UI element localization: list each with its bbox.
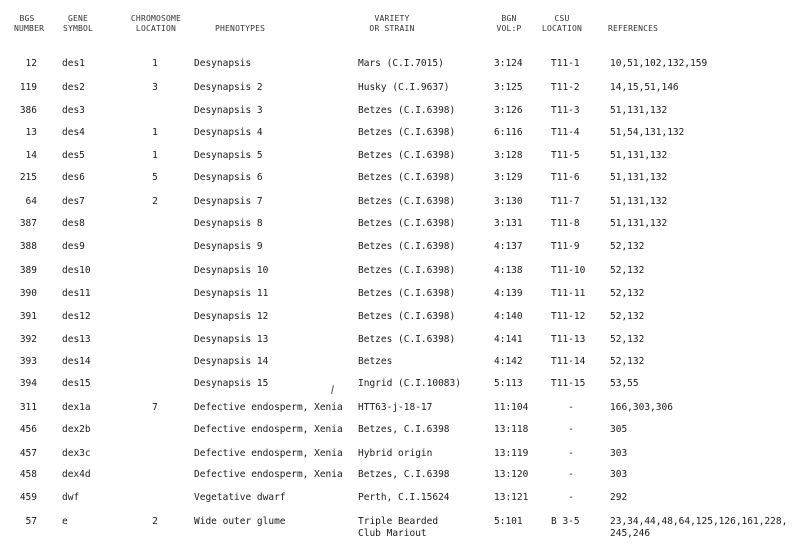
header-bgs-line2: NUMBER: [14, 24, 45, 33]
table-row: [0, 218, 801, 232]
references-line: 52,132: [610, 311, 645, 322]
bgs-number-cell: 215: [19, 172, 37, 183]
bgn-volp-cell: 13:119: [494, 448, 529, 459]
references-line: 305: [610, 424, 628, 435]
references-cell: [610, 492, 627, 504]
variety-line: Betzes (C.I.6398): [358, 265, 456, 276]
phenotype-cell: Desynapsis 9: [194, 241, 263, 252]
gene-symbol-cell: des2: [62, 82, 85, 93]
bgn-volp-cell: 13:121: [494, 492, 529, 503]
gene-symbol-cell: e: [62, 516, 68, 527]
references-line: 303: [610, 448, 628, 459]
gene-symbol-cell: dex1a: [62, 402, 91, 413]
references-line: 23,34,44,48,64,125,126,161,228,: [610, 516, 788, 527]
gene-symbol-cell: des8: [62, 218, 85, 229]
bgs-number-cell: 57: [25, 516, 37, 527]
references-cell: [610, 516, 787, 540]
phenotype-cell: Defective endosperm, Xenia: [194, 448, 343, 459]
references-cell: [610, 150, 667, 162]
header-bgn-line1: BGN: [501, 14, 517, 23]
variety-cell: [358, 378, 461, 390]
header-csu-line1: CSU: [554, 14, 570, 23]
gene-symbol-cell: des10: [62, 265, 91, 276]
gene-symbol-cell: dex3c: [62, 448, 91, 459]
phenotype-cell: Desynapsis: [194, 58, 252, 69]
variety-line: Betzes (C.I.6398): [358, 150, 456, 161]
bgn-volp-cell: 3:130: [494, 196, 523, 207]
phenotype-cell: Wide outer glume: [194, 516, 286, 527]
phenotype-cell: Desynapsis 6: [194, 172, 263, 183]
header-references-line1: REFERENCES: [608, 24, 659, 33]
chromosome-location-cell: 2: [152, 516, 158, 527]
csu-location-cell: T11-15: [551, 378, 586, 389]
phenotype-cell: Desynapsis 13: [194, 334, 269, 345]
bgn-volp-cell: 4:137: [494, 241, 523, 252]
references-cell: [610, 218, 667, 230]
variety-line: HTT63-j-18-17: [358, 402, 433, 413]
table-row: [0, 82, 801, 96]
variety-cell: [358, 516, 438, 540]
bgn-volp-cell: 11:104: [494, 402, 529, 413]
variety-cell: [358, 241, 455, 253]
references-cell: [610, 311, 644, 323]
references-cell: [610, 58, 707, 70]
bgs-number-cell: 119: [19, 82, 37, 93]
bgn-volp-cell: 3:126: [494, 105, 523, 116]
gene-symbol-cell: des4: [62, 127, 85, 138]
references-line: 10,51,102,132,159: [610, 58, 708, 69]
phenotype-cell: Desynapsis 12: [194, 311, 269, 322]
variety-cell: [358, 334, 455, 346]
variety-cell: [358, 288, 455, 300]
bgs-number-cell: 389: [19, 265, 37, 276]
phenotype-cell: Desynapsis 10: [194, 265, 269, 276]
references-cell: [610, 356, 644, 368]
header-csu-location: [540, 14, 584, 34]
bgn-volp-cell: 4:139: [494, 288, 523, 299]
bgs-number-cell: 392: [19, 334, 37, 345]
phenotype-cell: Defective endosperm, Xenia: [194, 424, 343, 435]
phenotype-cell: Desynapsis 7: [194, 196, 263, 207]
bgs-number-cell: 12: [25, 58, 37, 69]
bgn-volp-cell: 3:124: [494, 58, 523, 69]
references-line: 52,132: [610, 334, 645, 345]
gene-symbol-cell: des14: [62, 356, 91, 367]
variety-cell: [358, 172, 455, 184]
bgn-volp-cell: 5:101: [494, 516, 523, 527]
gene-symbol-cell: des13: [62, 334, 91, 345]
variety-line: Triple Bearded: [358, 516, 439, 527]
csu-location-cell: T11-3: [551, 105, 580, 116]
header-variety-line1: VARIETY: [374, 14, 410, 23]
csu-location-cell: T11-8: [551, 218, 580, 229]
bgs-number-cell: 388: [19, 241, 37, 252]
bgs-number-cell: 386: [19, 105, 37, 116]
header-variety-or-strain: [362, 14, 422, 34]
bgn-volp-cell: 3:131: [494, 218, 523, 229]
phenotype-cell: Defective endosperm, Xenia: [194, 402, 343, 413]
references-cell: [610, 241, 644, 253]
references-cell: [610, 196, 667, 208]
references-line: 51,131,132: [610, 218, 668, 229]
variety-line: Betzes (C.I.6398): [358, 196, 456, 207]
bgn-volp-cell: 4:141: [494, 334, 523, 345]
bgn-volp-cell: 4:142: [494, 356, 523, 367]
bgs-number-cell: 64: [25, 196, 37, 207]
references-cell: [610, 402, 673, 414]
table-row: [0, 311, 801, 325]
bgn-volp-cell: 13:120: [494, 469, 529, 480]
gene-symbol-cell: des1: [62, 58, 85, 69]
bgs-number-cell: 387: [19, 218, 37, 229]
chromosome-location-cell: 3: [152, 82, 158, 93]
bgs-number-cell: 458: [19, 469, 37, 480]
variety-cell: [358, 127, 455, 139]
csu-location-cell: T11-14: [551, 356, 586, 367]
csu-location-cell: T11-5: [551, 150, 580, 161]
variety-line: Ingrid (C.I.10083): [358, 378, 461, 389]
references-cell: [610, 378, 639, 390]
chromosome-location-cell: 1: [152, 58, 158, 69]
bgn-volp-cell: 3:125: [494, 82, 523, 93]
bgs-number-cell: 13: [25, 127, 37, 138]
bgs-number-cell: 457: [19, 448, 37, 459]
header-chromosome-line1: CHROMOSOME: [130, 14, 182, 23]
header-phenotypes: [215, 24, 265, 34]
bgs-number-cell: 459: [19, 492, 37, 503]
csu-location-cell: T11-7: [551, 196, 580, 207]
variety-line: Husky (C.I.9637): [358, 82, 450, 93]
table-row: [0, 334, 801, 348]
references-cell: [610, 265, 644, 277]
bgn-volp-cell: 4:138: [494, 265, 523, 276]
references-cell: [610, 448, 627, 460]
references-cell: [610, 105, 667, 117]
header-bgn-volp: [493, 14, 525, 34]
variety-cell: [358, 402, 432, 414]
references-cell: [610, 469, 627, 481]
gene-symbol-cell: des5: [62, 150, 85, 161]
csu-location-cell: T11-1: [551, 58, 580, 69]
variety-cell: [358, 448, 432, 460]
phenotype-cell: Vegetative dwarf: [194, 492, 286, 503]
header-chromosome-location: [126, 14, 186, 34]
chromosome-location-cell: 1: [152, 150, 158, 161]
gene-symbol-cell: dwf: [62, 492, 80, 503]
header-gene-line2: SYMBOL: [62, 24, 94, 33]
references-line: 51,131,132: [610, 150, 668, 161]
variety-cell: [358, 311, 455, 323]
phenotype-cell: Desynapsis 8: [194, 218, 263, 229]
header-phenotypes-line1: PHENOTYPES: [215, 24, 266, 33]
table-row: [0, 469, 801, 483]
bgs-number-cell: 393: [19, 356, 37, 367]
table-row: [0, 105, 801, 119]
references-cell: [610, 127, 684, 139]
csu-location-cell: B 3-5: [551, 516, 580, 527]
table-row: [0, 356, 801, 370]
variety-cell: [358, 82, 450, 94]
chromosome-location-cell: 7: [152, 402, 158, 413]
references-line: 292: [610, 492, 628, 503]
bgn-volp-cell: 13:118: [494, 424, 529, 435]
table-row: [0, 127, 801, 141]
references-cell: [610, 172, 667, 184]
header-bgn-line2: VOL:P: [496, 24, 522, 33]
variety-cell: [358, 58, 444, 70]
csu-location-cell: T11-4: [551, 127, 580, 138]
variety-cell: [358, 424, 450, 436]
phenotype-cell: Desynapsis 11: [194, 288, 269, 299]
header-bgs-number: [14, 14, 45, 34]
header-gene-line1: GENE: [67, 14, 89, 23]
gene-symbol-cell: des9: [62, 241, 85, 252]
csu-location-cell: T11-9: [551, 241, 580, 252]
bgn-volp-cell: 3:128: [494, 150, 523, 161]
header-gene-symbol: [58, 14, 98, 34]
variety-line: Club Mariout: [358, 528, 427, 539]
references-line: 52,132: [610, 356, 645, 367]
csu-location-cell: -: [568, 424, 574, 435]
references-line: 51,131,132: [610, 105, 668, 116]
table-row: [0, 448, 801, 462]
csu-location-cell: T11-10: [551, 265, 586, 276]
references-line: 166,303,306: [610, 402, 673, 413]
gene-symbol-cell: dex2b: [62, 424, 91, 435]
phenotype-cell: Desynapsis 15: [194, 378, 269, 389]
references-line: 52,132: [610, 265, 645, 276]
csu-location-cell: -: [568, 448, 574, 459]
phenotype-cell: Desynapsis 3: [194, 105, 263, 116]
references-line: 51,131,132: [610, 196, 668, 207]
gene-symbol-cell: des11: [62, 288, 91, 299]
references-line: 14,15,51,146: [610, 82, 679, 93]
variety-line: Betzes (C.I.6398): [358, 288, 456, 299]
references-cell: [610, 288, 644, 300]
references-line: 52,132: [610, 241, 645, 252]
table-row: [0, 172, 801, 186]
csu-location-cell: T11-13: [551, 334, 586, 345]
variety-line: Betzes, C.I.6398: [358, 469, 450, 480]
chromosome-location-cell: 5: [152, 172, 158, 183]
gene-symbol-cell: des3: [62, 105, 85, 116]
bgn-volp-cell: 4:140: [494, 311, 523, 322]
variety-line: Betzes (C.I.6398): [358, 172, 456, 183]
variety-line: Betzes (C.I.6398): [358, 127, 456, 138]
references-cell: [610, 424, 627, 436]
variety-line: Betzes (C.I.6398): [358, 334, 456, 345]
gene-symbol-cell: des7: [62, 196, 85, 207]
variety-cell: [358, 218, 455, 230]
csu-location-cell: T11-12: [551, 311, 586, 322]
references-line: 51,131,132: [610, 172, 668, 183]
bgs-number-cell: 456: [19, 424, 37, 435]
table-row: [0, 516, 801, 539]
bgn-volp-cell: 5:113: [494, 378, 523, 389]
gene-symbol-cell: des12: [62, 311, 91, 322]
variety-cell: [358, 469, 450, 481]
csu-location-cell: T11-11: [551, 288, 586, 299]
header-bgs-line1: BGS: [19, 14, 35, 23]
table-row: [0, 492, 801, 506]
phenotype-cell: Desynapsis 4: [194, 127, 263, 138]
variety-line: Betzes, C.I.6398: [358, 424, 450, 435]
csu-location-cell: T11-2: [551, 82, 580, 93]
gene-symbol-cell: dex4d: [62, 469, 91, 480]
variety-cell: [358, 265, 455, 277]
variety-line: Mars (C.I.7015): [358, 58, 444, 69]
header-references: [608, 24, 658, 34]
bgs-number-cell: 311: [19, 402, 37, 413]
bgs-number-cell: 390: [19, 288, 37, 299]
gene-symbol-cell: des6: [62, 172, 85, 183]
gene-symbol-cell: des15: [62, 378, 91, 389]
variety-line: Hybrid origin: [358, 448, 433, 459]
csu-location-cell: -: [568, 402, 574, 413]
variety-line: Perth, C.I.15624: [358, 492, 450, 503]
variety-cell: [358, 492, 450, 504]
references-line: 303: [610, 469, 628, 480]
table-row: [0, 378, 801, 392]
table-row: [0, 424, 801, 438]
chromosome-location-cell: 1: [152, 127, 158, 138]
table-row: [0, 288, 801, 302]
variety-line: Betzes: [358, 356, 393, 367]
table-row: [0, 58, 801, 72]
phenotype-cell: Desynapsis 2: [194, 82, 263, 93]
references-cell: [610, 82, 679, 94]
references-line: 51,54,131,132: [610, 127, 685, 138]
header-chromosome-line2: LOCATION: [135, 24, 177, 33]
references-line: 52,132: [610, 288, 645, 299]
bgs-number-cell: 14: [25, 150, 37, 161]
bgn-volp-cell: 3:129: [494, 172, 523, 183]
csu-location-cell: T11-6: [551, 172, 580, 183]
variety-cell: [358, 105, 455, 117]
header-variety-line2: OR STRAIN: [369, 24, 415, 33]
variety-line: Betzes (C.I.6398): [358, 311, 456, 322]
variety-line: Betzes (C.I.6398): [358, 105, 456, 116]
table-row: [0, 196, 801, 210]
references-line: 53,55: [610, 378, 639, 389]
variety-cell: [358, 150, 455, 162]
bgs-number-cell: 394: [19, 378, 37, 389]
table-row: [0, 402, 801, 416]
chromosome-location-cell: 2: [152, 196, 158, 207]
phenotype-cell: Desynapsis 5: [194, 150, 263, 161]
variety-line: Betzes (C.I.6398): [358, 241, 456, 252]
csu-location-cell: -: [568, 492, 574, 503]
variety-cell: [358, 196, 455, 208]
phenotype-cell: Desynapsis 14: [194, 356, 269, 367]
bgs-number-cell: 391: [19, 311, 37, 322]
header-csu-line2: LOCATION: [541, 24, 583, 33]
variety-line: Betzes (C.I.6398): [358, 218, 456, 229]
table-row: [0, 150, 801, 164]
bgn-volp-cell: 6:116: [494, 127, 523, 138]
table-row: [0, 265, 801, 279]
variety-cell: [358, 356, 392, 368]
table-row: [0, 241, 801, 255]
references-cell: [610, 334, 644, 346]
csu-location-cell: -: [568, 469, 574, 480]
phenotype-cell: Defective endosperm, Xenia: [194, 469, 343, 480]
references-line: 245,246: [610, 528, 651, 539]
